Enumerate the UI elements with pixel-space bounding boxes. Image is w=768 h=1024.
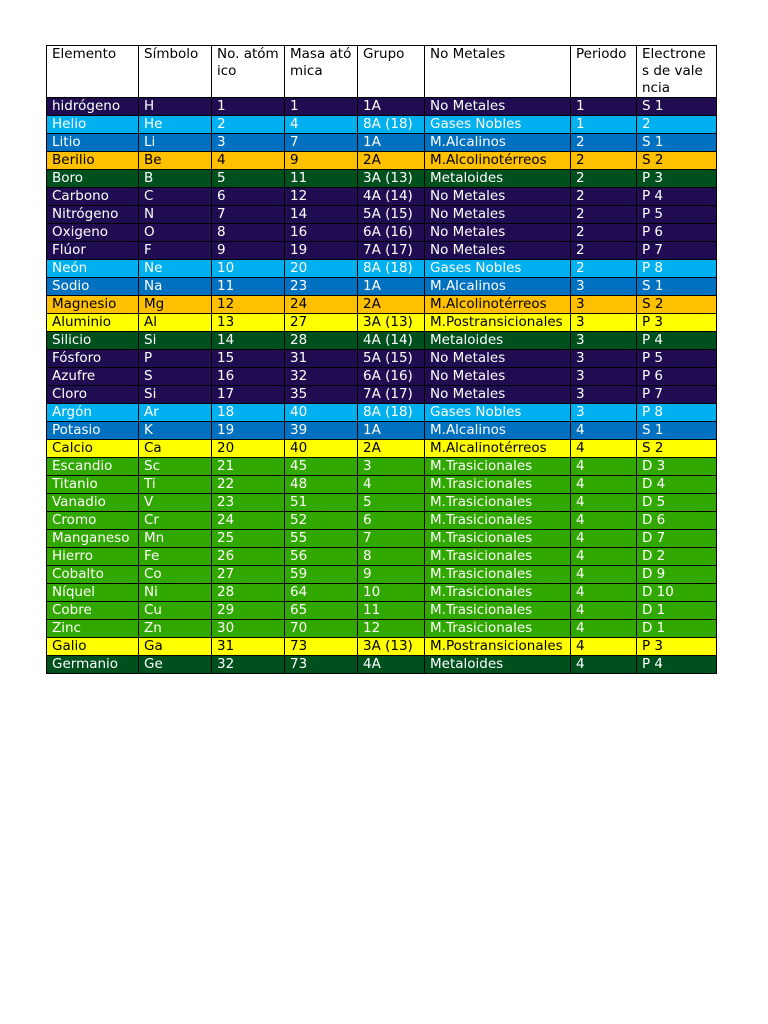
masa-atomica-cell: 73 [285,656,358,674]
periodo-cell: 4 [571,602,637,620]
periodo-cell: 4 [571,512,637,530]
periodo-cell: 3 [571,350,637,368]
masa-atomica-cell: 51 [285,494,358,512]
table-body [47,98,717,674]
electrones-valencia-cell: D 5 [637,494,717,512]
grupo-cell: 1A [358,98,425,116]
masa-atomica-cell: 45 [285,458,358,476]
tipo-cell: No Metales [425,206,571,224]
grupo-cell: 4A (14) [358,188,425,206]
simbolo-cell: Ti [139,476,212,494]
electrones-valencia-cell: D 4 [637,476,717,494]
table-row [47,98,717,116]
tipo-cell: M.Trasicionales [425,458,571,476]
simbolo-cell: He [139,116,212,134]
elemento-cell: Litio [47,134,139,152]
tipo-cell: M.Postransicionales [425,638,571,656]
grupo-cell: 8A (18) [358,116,425,134]
periodo-cell: 3 [571,296,637,314]
elemento-cell: Titanio [47,476,139,494]
table-row [47,242,717,260]
electrones-valencia-cell: S 2 [637,440,717,458]
masa-atomica-cell: 32 [285,368,358,386]
simbolo-cell: Al [139,314,212,332]
masa-atomica-cell: 23 [285,278,358,296]
elemento-cell: Cromo [47,512,139,530]
periodo-cell: 2 [571,206,637,224]
numero-atomico-cell: 1 [212,98,285,116]
table-row [47,422,717,440]
periodo-cell: 3 [571,386,637,404]
table-row [47,314,717,332]
elemento-cell: Sodio [47,278,139,296]
tipo-cell: M.Alcalinos [425,278,571,296]
electrones-valencia-cell: P 7 [637,242,717,260]
tipo-cell: M.Trasicionales [425,476,571,494]
periodo-cell: 4 [571,548,637,566]
grupo-cell: 5 [358,494,425,512]
table-row [47,548,717,566]
elemento-cell: Berilio [47,152,139,170]
periodo-cell: 3 [571,314,637,332]
simbolo-cell: Co [139,566,212,584]
elemento-cell: Nitrógeno [47,206,139,224]
elements-table [46,45,717,674]
masa-atomica-cell: 11 [285,170,358,188]
table-row [47,512,717,530]
simbolo-cell: Ni [139,584,212,602]
periodo-cell: 2 [571,152,637,170]
numero-atomico-cell: 15 [212,350,285,368]
tipo-cell: Gases Nobles [425,260,571,278]
grupo-cell: 10 [358,584,425,602]
elemento-cell: Calcio [47,440,139,458]
electrones-valencia-cell: P 5 [637,206,717,224]
numero-atomico-cell: 26 [212,548,285,566]
masa-atomica-cell: 59 [285,566,358,584]
grupo-cell: 1A [358,278,425,296]
periodo-cell: 4 [571,530,637,548]
numero-atomico-cell: 19 [212,422,285,440]
tipo-cell: Metaloides [425,170,571,188]
periodo-cell: 2 [571,134,637,152]
periodo-cell: 4 [571,656,637,674]
electrones-valencia-cell: D 3 [637,458,717,476]
periodo-cell: 2 [571,242,637,260]
masa-atomica-cell: 31 [285,350,358,368]
masa-atomica-cell: 56 [285,548,358,566]
tipo-cell: M.Trasicionales [425,602,571,620]
table-row [47,224,717,242]
periodo-cell: 4 [571,440,637,458]
elemento-cell: Argón [47,404,139,422]
masa-atomica-cell: 16 [285,224,358,242]
masa-atomica-cell: 7 [285,134,358,152]
simbolo-cell: Mg [139,296,212,314]
periodo-cell: 4 [571,476,637,494]
header-simbolo: Símbolo [139,46,212,98]
header-grupo: Grupo [358,46,425,98]
simbolo-cell: S [139,368,212,386]
electrones-valencia-cell: D 2 [637,548,717,566]
periodo-cell: 4 [571,584,637,602]
simbolo-cell: Mn [139,530,212,548]
simbolo-cell: Be [139,152,212,170]
numero-atomico-cell: 14 [212,332,285,350]
periodo-cell: 4 [571,422,637,440]
grupo-cell: 1A [358,422,425,440]
tipo-cell: Metaloides [425,656,571,674]
periodo-cell: 4 [571,620,637,638]
electrones-valencia-cell: P 3 [637,170,717,188]
periodo-cell: 4 [571,638,637,656]
elemento-cell: Fósforo [47,350,139,368]
numero-atomico-cell: 31 [212,638,285,656]
simbolo-cell: Ga [139,638,212,656]
elemento-cell: Helio [47,116,139,134]
periodo-cell: 2 [571,260,637,278]
electrones-valencia-cell: P 5 [637,350,717,368]
simbolo-cell: Si [139,386,212,404]
periodo-cell: 3 [571,278,637,296]
masa-atomica-cell: 55 [285,530,358,548]
header-periodo: Periodo [571,46,637,98]
masa-atomica-cell: 12 [285,188,358,206]
elemento-cell: Germanio [47,656,139,674]
elemento-cell: Magnesio [47,296,139,314]
electrones-valencia-cell: 2 [637,116,717,134]
tipo-cell: No Metales [425,98,571,116]
simbolo-cell: Ge [139,656,212,674]
masa-atomica-cell: 70 [285,620,358,638]
tipo-cell: No Metales [425,350,571,368]
numero-atomico-cell: 22 [212,476,285,494]
simbolo-cell: Na [139,278,212,296]
simbolo-cell: Ne [139,260,212,278]
table-row [47,260,717,278]
numero-atomico-cell: 9 [212,242,285,260]
simbolo-cell: H [139,98,212,116]
grupo-cell: 4 [358,476,425,494]
numero-atomico-cell: 16 [212,368,285,386]
electrones-valencia-cell: D 1 [637,602,717,620]
tipo-cell: Metaloides [425,332,571,350]
electrones-valencia-cell: S 2 [637,152,717,170]
electrones-valencia-cell: D 7 [637,530,717,548]
table-row [47,278,717,296]
header-masa-atomica: Masa atómica [285,46,358,98]
elemento-cell: Flúor [47,242,139,260]
grupo-cell: 5A (15) [358,350,425,368]
simbolo-cell: C [139,188,212,206]
electrones-valencia-cell: P 3 [637,638,717,656]
grupo-cell: 12 [358,620,425,638]
tipo-cell: No Metales [425,224,571,242]
numero-atomico-cell: 6 [212,188,285,206]
masa-atomica-cell: 9 [285,152,358,170]
masa-atomica-cell: 27 [285,314,358,332]
grupo-cell: 11 [358,602,425,620]
header-tipo: No Metales [425,46,571,98]
grupo-cell: 5A (15) [358,206,425,224]
electrones-valencia-cell: D 10 [637,584,717,602]
numero-atomico-cell: 4 [212,152,285,170]
grupo-cell: 8 [358,548,425,566]
elemento-cell: Níquel [47,584,139,602]
periodo-cell: 4 [571,566,637,584]
masa-atomica-cell: 52 [285,512,358,530]
electrones-valencia-cell: P 6 [637,368,717,386]
tipo-cell: M.Trasicionales [425,530,571,548]
numero-atomico-cell: 7 [212,206,285,224]
electrones-valencia-cell: P 3 [637,314,717,332]
table-row [47,296,717,314]
tipo-cell: No Metales [425,188,571,206]
simbolo-cell: Ar [139,404,212,422]
simbolo-cell: Sc [139,458,212,476]
grupo-cell: 3 [358,458,425,476]
table-row [47,116,717,134]
elemento-cell: Potasio [47,422,139,440]
electrones-valencia-cell: P 4 [637,188,717,206]
elemento-cell: Vanadio [47,494,139,512]
electrones-valencia-cell: P 6 [637,224,717,242]
numero-atomico-cell: 13 [212,314,285,332]
numero-atomico-cell: 28 [212,584,285,602]
electrones-valencia-cell: P 8 [637,260,717,278]
simbolo-cell: Li [139,134,212,152]
periodo-cell: 3 [571,404,637,422]
elemento-cell: Zinc [47,620,139,638]
numero-atomico-cell: 5 [212,170,285,188]
simbolo-cell: B [139,170,212,188]
elemento-cell: Silicio [47,332,139,350]
simbolo-cell: O [139,224,212,242]
masa-atomica-cell: 14 [285,206,358,224]
elemento-cell: Cobre [47,602,139,620]
masa-atomica-cell: 48 [285,476,358,494]
table-row [47,458,717,476]
table-row [47,368,717,386]
simbolo-cell: Zn [139,620,212,638]
periodo-cell: 3 [571,368,637,386]
table-row [47,584,717,602]
header-elemento: Elemento [47,46,139,98]
numero-atomico-cell: 18 [212,404,285,422]
masa-atomica-cell: 39 [285,422,358,440]
elemento-cell: Neón [47,260,139,278]
simbolo-cell: N [139,206,212,224]
electrones-valencia-cell: D 9 [637,566,717,584]
masa-atomica-cell: 24 [285,296,358,314]
periodo-cell: 2 [571,224,637,242]
tipo-cell: M.Alcalinotérreos [425,440,571,458]
numero-atomico-cell: 17 [212,386,285,404]
periodo-cell: 3 [571,332,637,350]
numero-atomico-cell: 12 [212,296,285,314]
elemento-cell: Azufre [47,368,139,386]
tipo-cell: M.Alcalinos [425,134,571,152]
simbolo-cell: F [139,242,212,260]
simbolo-cell: Cu [139,602,212,620]
tipo-cell: M.Trasicionales [425,584,571,602]
grupo-cell: 9 [358,566,425,584]
grupo-cell: 3A (13) [358,314,425,332]
grupo-cell: 7 [358,530,425,548]
table-row [47,656,717,674]
header-row [47,46,717,98]
masa-atomica-cell: 20 [285,260,358,278]
numero-atomico-cell: 24 [212,512,285,530]
tipo-cell: M.Alcolinotérreos [425,296,571,314]
table-row [47,206,717,224]
grupo-cell: 4A [358,656,425,674]
numero-atomico-cell: 32 [212,656,285,674]
numero-atomico-cell: 21 [212,458,285,476]
table-row [47,476,717,494]
numero-atomico-cell: 2 [212,116,285,134]
simbolo-cell: V [139,494,212,512]
table-row [47,134,717,152]
tipo-cell: M.Trasicionales [425,548,571,566]
masa-atomica-cell: 35 [285,386,358,404]
periodo-cell: 2 [571,170,637,188]
masa-atomica-cell: 40 [285,440,358,458]
elemento-cell: Manganeso [47,530,139,548]
masa-atomica-cell: 4 [285,116,358,134]
periodo-cell: 4 [571,458,637,476]
table-row [47,386,717,404]
grupo-cell: 6 [358,512,425,530]
table-row [47,494,717,512]
periodo-cell: 1 [571,116,637,134]
tipo-cell: M.Trasicionales [425,494,571,512]
table-row [47,602,717,620]
electrones-valencia-cell: S 1 [637,98,717,116]
table-row [47,620,717,638]
simbolo-cell: Si [139,332,212,350]
grupo-cell: 2A [358,296,425,314]
table-row [47,188,717,206]
numero-atomico-cell: 29 [212,602,285,620]
numero-atomico-cell: 30 [212,620,285,638]
periodo-cell: 4 [571,494,637,512]
tipo-cell: M.Alcolinotérreos [425,152,571,170]
tipo-cell: M.Postransicionales [425,314,571,332]
grupo-cell: 2A [358,440,425,458]
elemento-cell: Cobalto [47,566,139,584]
table-row [47,404,717,422]
masa-atomica-cell: 28 [285,332,358,350]
grupo-cell: 1A [358,134,425,152]
simbolo-cell: Fe [139,548,212,566]
periodo-cell: 2 [571,188,637,206]
grupo-cell: 7A (17) [358,386,425,404]
elemento-cell: Escandio [47,458,139,476]
elemento-cell: Aluminio [47,314,139,332]
tipo-cell: M.Alcalinos [425,422,571,440]
electrones-valencia-cell: P 4 [637,656,717,674]
tipo-cell: No Metales [425,242,571,260]
masa-atomica-cell: 64 [285,584,358,602]
masa-atomica-cell: 40 [285,404,358,422]
numero-atomico-cell: 11 [212,278,285,296]
tipo-cell: Gases Nobles [425,116,571,134]
elemento-cell: hidrógeno [47,98,139,116]
header-numero-atomico: No. atómico [212,46,285,98]
electrones-valencia-cell: P 7 [637,386,717,404]
table-row [47,152,717,170]
header-electrones-valencia: Electrones de valencia [637,46,717,98]
tipo-cell: M.Trasicionales [425,620,571,638]
grupo-cell: 2A [358,152,425,170]
table-row [47,638,717,656]
electrones-valencia-cell: S 1 [637,422,717,440]
electrones-valencia-cell: S 1 [637,134,717,152]
electrones-valencia-cell: S 2 [637,296,717,314]
periodo-cell: 1 [571,98,637,116]
elemento-cell: Cloro [47,386,139,404]
simbolo-cell: Cr [139,512,212,530]
electrones-valencia-cell: P 4 [637,332,717,350]
electrones-valencia-cell: P 8 [637,404,717,422]
numero-atomico-cell: 20 [212,440,285,458]
simbolo-cell: K [139,422,212,440]
grupo-cell: 4A (14) [358,332,425,350]
tipo-cell: No Metales [425,386,571,404]
masa-atomica-cell: 1 [285,98,358,116]
masa-atomica-cell: 65 [285,602,358,620]
masa-atomica-cell: 19 [285,242,358,260]
numero-atomico-cell: 27 [212,566,285,584]
electrones-valencia-cell: D 6 [637,512,717,530]
elemento-cell: Hierro [47,548,139,566]
tipo-cell: No Metales [425,368,571,386]
grupo-cell: 8A (18) [358,260,425,278]
tipo-cell: M.Trasicionales [425,512,571,530]
electrones-valencia-cell: S 1 [637,278,717,296]
simbolo-cell: P [139,350,212,368]
numero-atomico-cell: 10 [212,260,285,278]
numero-atomico-cell: 25 [212,530,285,548]
simbolo-cell: Ca [139,440,212,458]
numero-atomico-cell: 8 [212,224,285,242]
elemento-cell: Boro [47,170,139,188]
table-row [47,350,717,368]
grupo-cell: 7A (17) [358,242,425,260]
grupo-cell: 6A (16) [358,224,425,242]
grupo-cell: 8A (18) [358,404,425,422]
table-row [47,566,717,584]
elemento-cell: Galio [47,638,139,656]
numero-atomico-cell: 3 [212,134,285,152]
tipo-cell: M.Trasicionales [425,566,571,584]
elemento-cell: Oxigeno [47,224,139,242]
grupo-cell: 3A (13) [358,638,425,656]
grupo-cell: 3A (13) [358,170,425,188]
grupo-cell: 6A (16) [358,368,425,386]
tipo-cell: Gases Nobles [425,404,571,422]
numero-atomico-cell: 23 [212,494,285,512]
table-row [47,170,717,188]
elemento-cell: Carbono [47,188,139,206]
table-row [47,332,717,350]
electrones-valencia-cell: D 1 [637,620,717,638]
table-row [47,440,717,458]
masa-atomica-cell: 73 [285,638,358,656]
table-row [47,530,717,548]
